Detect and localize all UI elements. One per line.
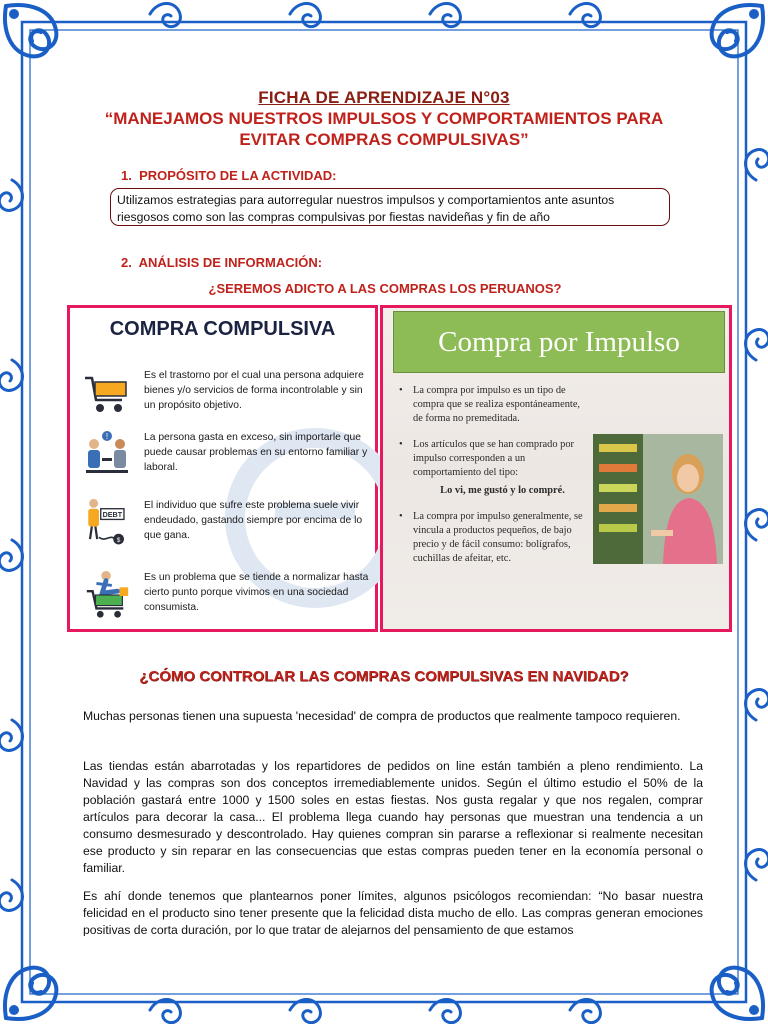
compra-compulsiva-title: COMPRA COMPULSIVA <box>109 318 336 340</box>
impulso-bullet: • La compra por impulso es un tipo de compra que se realiza espontáneamente, de forma no premeditada. <box>397 384 592 426</box>
people-talking-icon <box>82 430 132 480</box>
article-title: ¿CÓMO CONTROLAR LAS COMPRAS COMPULSIVAS EN NAVIDAD? <box>139 668 629 685</box>
article-paragraph: Muchas personas tienen una supuesta 'necesidad' de compra de productos que realmente tampoco requieren. <box>83 709 681 723</box>
compulsiva-item <box>82 498 372 558</box>
svg-text:$: $ <box>116 536 121 544</box>
section-2-heading <box>121 255 322 270</box>
section-2-number: 2. <box>121 255 132 270</box>
person-in-cart-icon <box>82 570 132 620</box>
compra-impulso-banner <box>393 311 725 373</box>
section-1-heading <box>121 168 337 183</box>
compra-impulso-title: Compra por Impulso <box>438 326 680 358</box>
question-heading: ¿SEREMOS ADICTO A LAS COMPRAS LOS PERUANOS? <box>208 281 562 296</box>
impulso-bullet: • Los artículos que se han comprado por impulso corresponden a un comportamiento del tipo: Lo vi, me gustó y lo compré. <box>397 438 592 498</box>
section-1-number: 1. <box>121 168 132 183</box>
impulso-bullet: • La compra por impulso generalmente, se vincula a productos pequeños, de bajo precio y de fácil consumo: bolígrafos, cuchillas de afeitar, etc. <box>397 510 592 566</box>
svg-text:!: ! <box>105 432 109 441</box>
impulso-quote: Lo vi, me gustó y lo compré. <box>440 485 565 496</box>
ficha-title: FICHA DE APRENDIZAJE N°03 <box>258 88 510 107</box>
impulso-bullet-list <box>397 384 592 578</box>
shopping-cart-icon <box>82 368 132 418</box>
article-paragraph: Es ahí donde tenemos que plantearnos poner límites, algunos psicólogos recomiendan: “No basar nuestra felicidad en el producto sino tener presente que la felicidad dista mucho de ello. Las compras generan emociones positivas de corta duración, por lo que tratar de alejarnos del pensamiento de que estamos <box>83 889 703 936</box>
section-1-title: PROPÓSITO DE LA ACTIVIDAD: <box>139 168 337 183</box>
compra-impulso-card <box>380 305 732 632</box>
compulsiva-item <box>82 368 372 428</box>
compulsiva-item-text: La persona gasta en exceso, sin importarle que puede causar problemas en su entorno familiar y laboral. <box>144 432 368 473</box>
debt-label: DEBT <box>102 511 123 520</box>
section-2-title: ANÁLISIS DE INFORMACIÓN: <box>138 255 323 270</box>
compulsiva-item-text: Es un problema que se tiende a normalizar hasta cierto punto porque vivimos en una sociedad consumista. <box>144 572 369 613</box>
shopper-photo <box>593 434 723 564</box>
compulsiva-item <box>82 570 372 630</box>
compulsiva-item-text: Es el trastorno por el cual una persona adquiere bienes y/o servicios de forma incontrolable y sin un propósito objetivo. <box>144 370 364 411</box>
compulsiva-item-text: El individuo que sufre este problema suele vivir endeudado, gastando siempre por encima de lo que gana. <box>144 500 363 541</box>
main-title: “MANEJAMOS NUESTROS IMPULSOS Y COMPORTAMIENTOS PARA EVITAR COMPRAS COMPULSIVAS” <box>104 109 664 149</box>
article-paragraph: Las tiendas están abarrotadas y los repartidores de pedidos on line están también a pleno rendimiento. La Navidad y las compras son dos conceptos irremediablemente unidos. Según el último estudio el 50% de la población gastará entre 1000 y 1500 soles en estas fiestas. Nos gusta regalar y que nos regalen, comprar artículos para decorar la casa... El problema llega cuando hay personas que muestran una tendencia a un consumo desmesurado y descontrolado. Hay quienes compran sin pararse a reflexionar si realmente necesitan ese producto y sin reparar en las consecuencias que estas compras pueden tener en la economía personal o familiar. <box>83 759 703 875</box>
purpose-box: Utilizamos estrategias para autorregular nuestros impulsos y comportamientos ante asuntos riesgosos como son las compras compulsivas por fiestas navideñas y fin de año <box>110 188 670 226</box>
compulsiva-item <box>82 430 372 490</box>
debt-person-icon <box>82 498 132 548</box>
compra-compulsiva-card <box>67 305 378 632</box>
